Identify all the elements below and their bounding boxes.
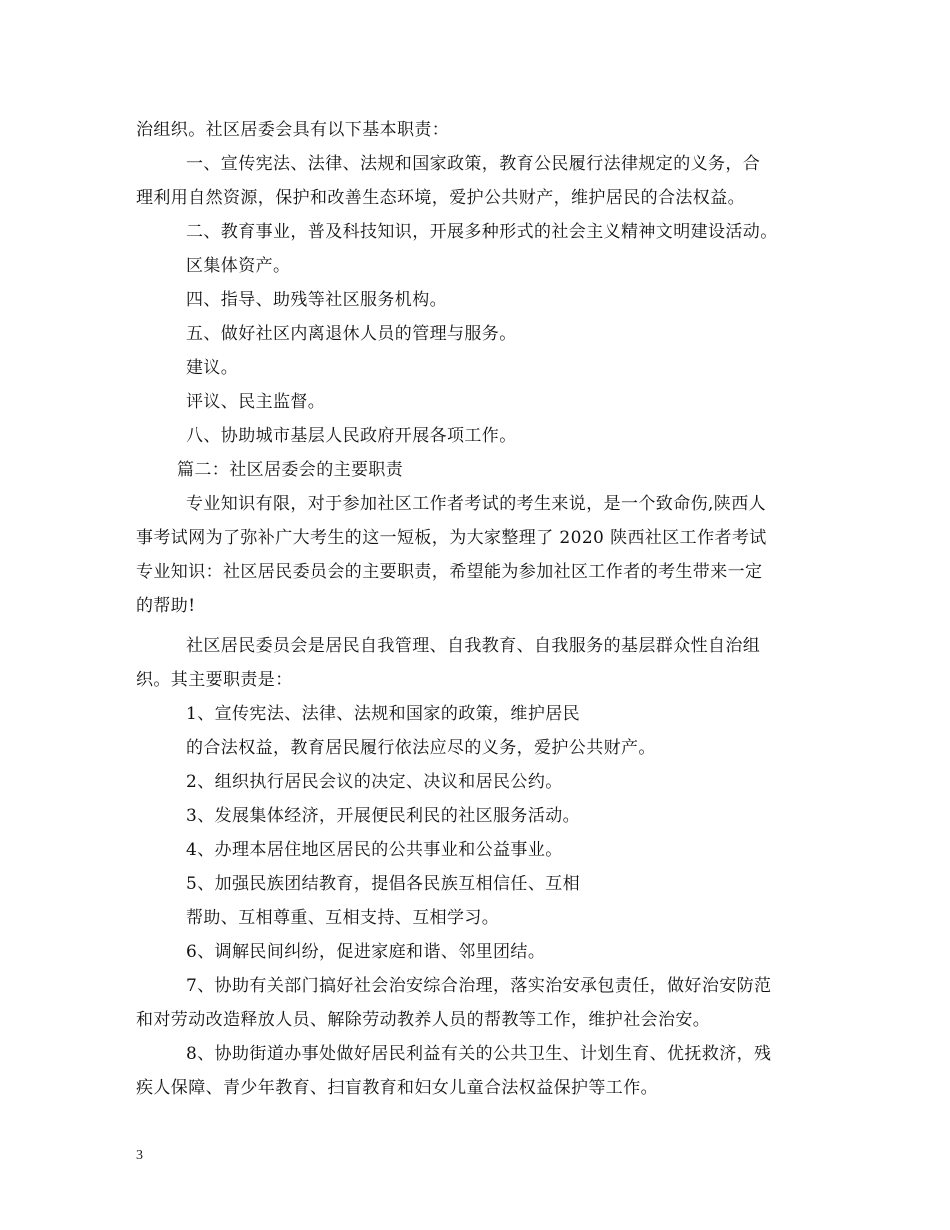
text-line: 五、做好社区内离退休人员的管理与服务。 <box>186 324 517 344</box>
text-line: 6、调解民间纠纷，促进家庭和谐、邻里团结。 <box>186 942 546 962</box>
text-line: 织。其主要职责是： <box>136 670 293 690</box>
text-line: 建议。 <box>186 358 239 378</box>
text-line: 一、宣传宪法、法律、法规和国家政策，教育公民履行法律规定的义务，合 <box>186 154 761 174</box>
page-number: 3 <box>136 1148 143 1163</box>
text-line: 7、协助有关部门搞好社会治安综合治理，落实治安承包责任，做好治安防范 <box>186 976 772 996</box>
text-line: 3、发展集体经济，开展便民利民的社区服务活动。 <box>186 806 581 826</box>
text-line: 疾人保障、青少年教育、扫盲教育和妇女儿童合法权益保护等工作。 <box>136 1078 658 1098</box>
text-line: 的帮助! <box>136 596 196 616</box>
text-line: 2、组织执行居民会议的决定、决议和居民公约。 <box>186 772 563 792</box>
text-line: 治组织。社区居委会具有以下基本职责： <box>136 120 450 140</box>
text-line: 八、协助城市基层人民政府开展各项工作。 <box>186 426 517 446</box>
text-line: 帮助、互相尊重、互相支持、互相学习。 <box>186 908 500 928</box>
text-line: 理利用自然资源，保护和改善生态环境，爱护公共财产，维护居民的合法权益。 <box>136 188 745 208</box>
text-line: 专业知识：社区居民委员会的主要职责，希望能为参加社区工作者的考生带来一定 <box>136 562 763 582</box>
text-line: 二、教育事业，普及科技知识，开展多种形式的社会主义精神文明建设活动。 <box>186 222 778 242</box>
text-line: 5、加强民族团结教育，提倡各民族互相信任、互相 <box>186 874 581 894</box>
text-line: 社区居民委员会是居民自我管理、自我教育、自我服务的基层群众性自治组 <box>186 636 761 656</box>
text-line: 评议、民主监督。 <box>186 392 326 412</box>
text-line: 专业知识有限，对于参加社区工作者考试的考生来说，是一个致命伤,陕西人 <box>186 494 767 514</box>
text-line: 4、办理本居住地区居民的公共事业和公益事业。 <box>186 840 563 860</box>
text-line: 区集体资产。 <box>186 256 291 276</box>
text-line: 1、宣传宪法、法律、法规和国家的政策，维护居民 <box>186 704 581 724</box>
text-line: 8、协助街道办事处做好居民利益有关的公共卫生、计划生育、优抚救济，残 <box>186 1044 772 1064</box>
text-line: 事考试网为了弥补广大考生的这一短板，为大家整理了 2020 陕西社区工作者考试 <box>136 528 767 548</box>
text-line: 四、指导、助残等社区服务机构。 <box>186 290 447 310</box>
section-heading: 篇二：社区居委会的主要职责 <box>177 460 404 480</box>
text-line: 的合法权益，教育居民履行依法应尽的义务，爱护公共财产。 <box>186 738 656 758</box>
text-line: 和对劳动改造释放人员、解除劳动教养人员的帮教等工作，维护社会治安。 <box>136 1010 711 1030</box>
